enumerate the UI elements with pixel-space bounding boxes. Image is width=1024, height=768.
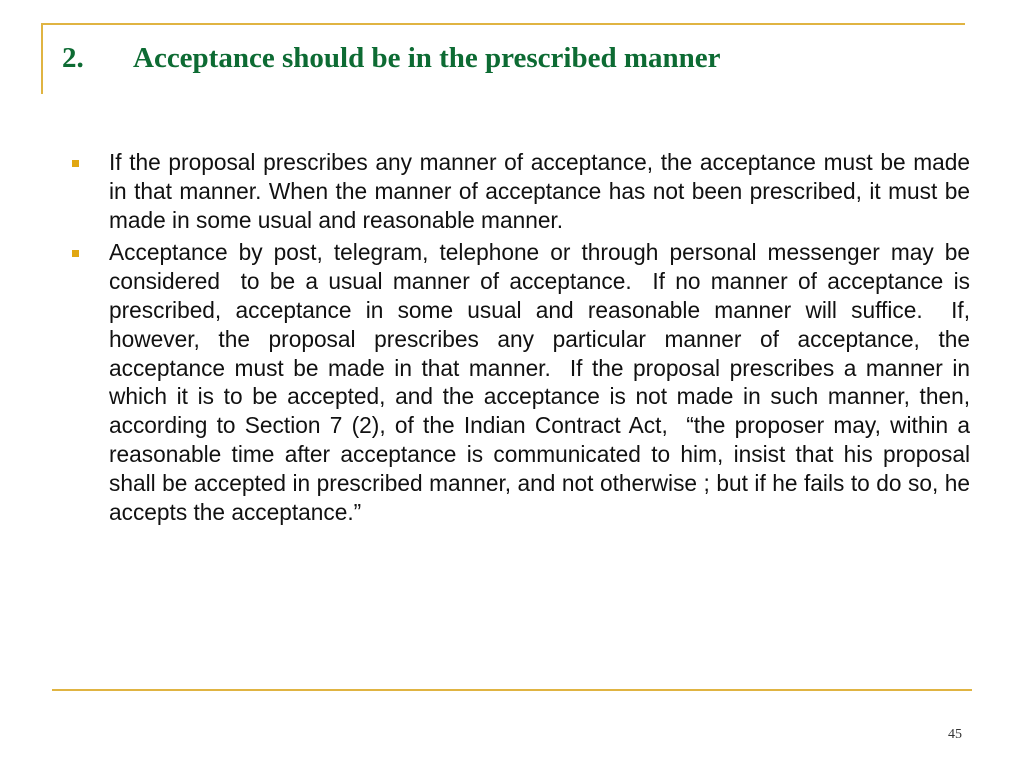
bullet-list <box>70 148 977 530</box>
square-bullet-icon <box>72 250 79 257</box>
top-rule <box>41 23 965 25</box>
bullet-text: If the proposal prescribes any manner of acceptance, the acceptance must be made in that manner. When the manner of acceptance has not been prescribed, it must be made in some usual and reasonable manner. <box>109 149 977 233</box>
slide-title <box>62 40 721 76</box>
slide-title-text: Acceptance should be in the prescribed manner <box>133 42 721 74</box>
slide-title-number: 2. <box>62 42 84 74</box>
left-rule <box>41 23 43 94</box>
bullet-item <box>70 238 977 526</box>
bottom-rule <box>52 689 972 691</box>
square-bullet-icon <box>72 160 79 167</box>
bullet-text: Acceptance by post, telegram, telephone or through personal messenger may be considered to be a usual manner of acceptance. If no manner of acceptance is prescribed, acceptance in some usual and reasonable manner will suffice. If, however, the proposal prescribes any particular manner of acceptance, the acceptance must be made in that manner. If the proposal prescribes a manner in which it is to be accepted, and the acceptance is not made in such manner, then, according to Section 7 (2), of the Indian Contract Act, “the proposer may, within a reasonable time after acceptance is communicated to him, insist that his proposal shall be accepted in prescribed manner, and not otherwise ; but if he fails to do so, he accepts the acceptance.” <box>109 239 977 525</box>
bullet-item <box>70 148 977 234</box>
page-number: 45 <box>948 727 962 742</box>
